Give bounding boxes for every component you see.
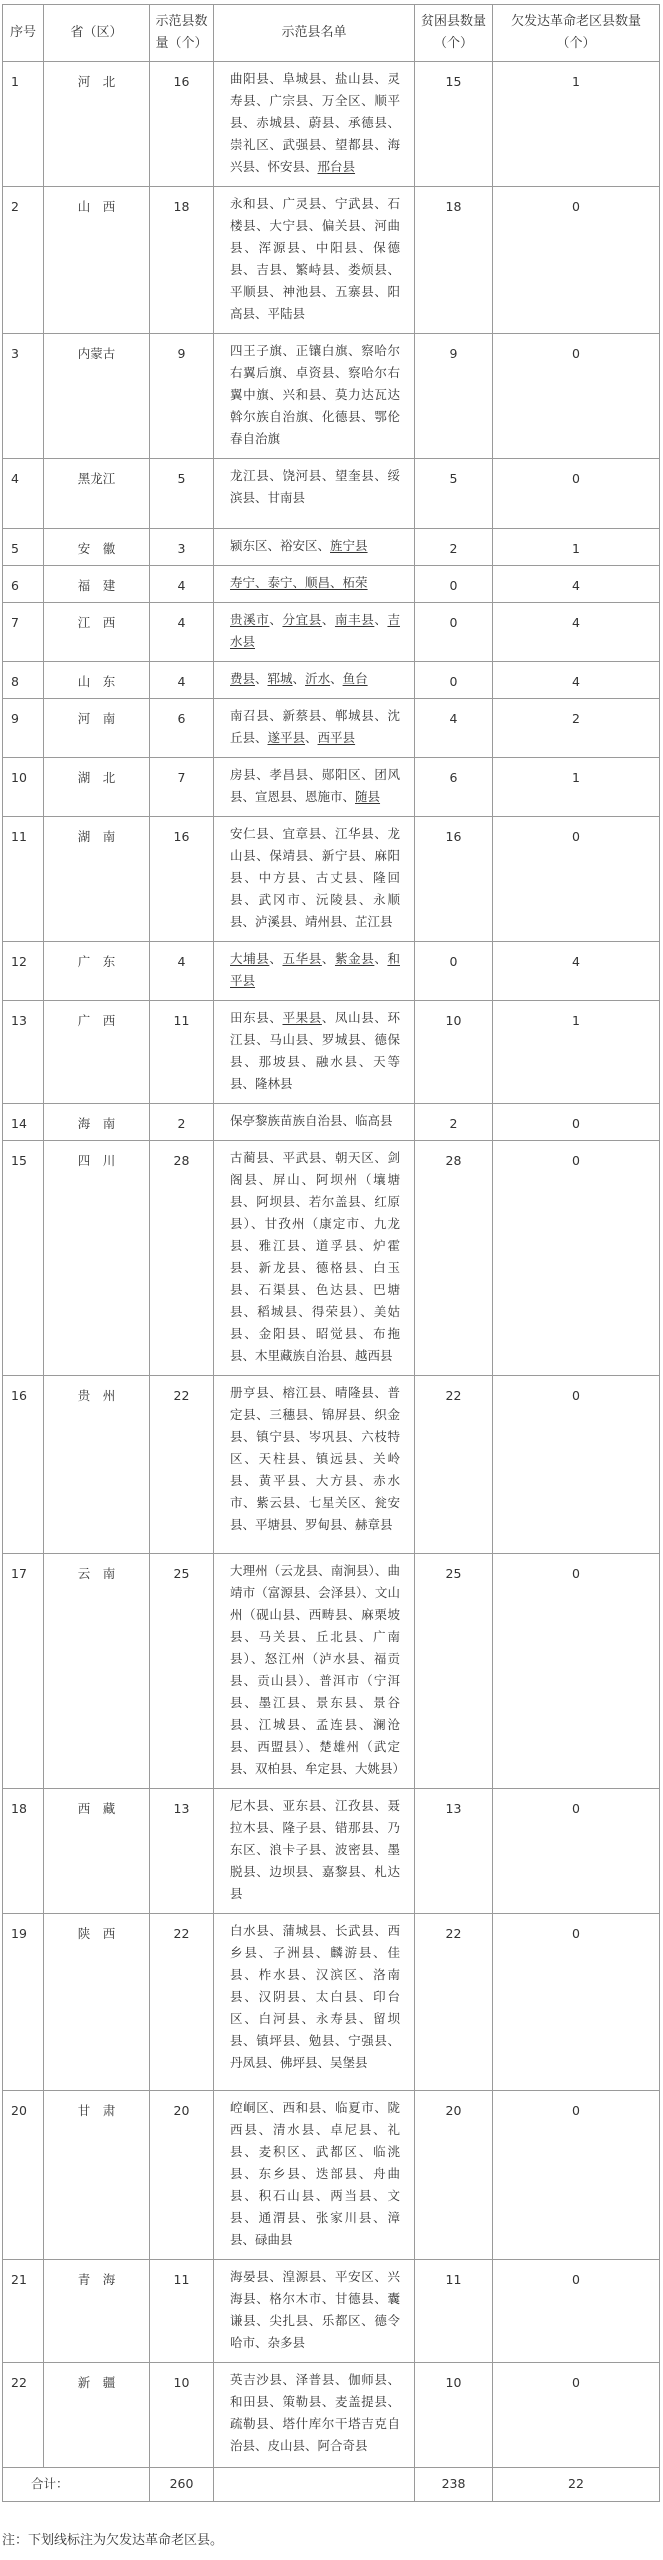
total-label: 合计： — [3, 2468, 150, 2502]
total-old-area-count: 22 — [493, 2468, 660, 2502]
row-province: 西 藏 — [44, 1789, 150, 1914]
row-poor-count: 0 — [415, 942, 493, 1001]
row-no: 9 — [3, 699, 44, 758]
row-old-area-count: 0 — [493, 1554, 660, 1789]
row-county-names — [214, 1141, 415, 1376]
county-name-text: 安仁县、宜章县、江华县、龙山县、保靖县、新宁县、麻阳县、中方县、古丈县、隆回县、武冈市、沅陵县、永顺县、泸溪县、靖州县、芷江县 — [230, 826, 400, 929]
county-name-text: 古蔺县、平武县、朝天区、剑阁县、屏山、阿坝州（壤塘县、阿坝县、若尔盖县、红原县）、甘孜州（康定市、九龙县、雅江县、道孚县、炉霍县、新龙县、德格县、白玉县、石渠县、色达县、巴塘县、稻城县、得荣县）、美姑县、金阳县、昭觉县、布拖县、木里藏族自治县、越西县 — [230, 1150, 400, 1363]
county-name-text: 、 — [374, 612, 388, 627]
row-province: 湖 北 — [44, 758, 150, 817]
row-province: 山 东 — [44, 662, 150, 699]
row-poor-count: 22 — [415, 1914, 493, 2091]
county-name-text: 册亨县、榕江县、晴隆县、普定县、三穗县、锦屏县、织金县、镇宁县、岑巩县、六枝特区、天柱县、镇远县、关岭县、黄平县、大方县、赤水市、紫云县、七星关区、瓮安县、平塘县、罗甸县、赫章县 — [230, 1385, 400, 1532]
row-demo-count: 11 — [150, 1001, 214, 1104]
row-old-area-count: 0 — [493, 2091, 660, 2260]
row-demo-count: 4 — [150, 603, 214, 662]
county-name-text: 、凤山县、环江县、马山县、罗城县、德保县、那坡县、融水县、天等县、隆林县 — [230, 1010, 400, 1091]
old-area-county-name: 贵溪市 — [230, 612, 270, 627]
row-old-area-count: 0 — [493, 1789, 660, 1914]
row-county-names — [214, 942, 415, 1001]
table-row — [3, 817, 660, 942]
row-no: 12 — [3, 942, 44, 1001]
row-poor-count: 9 — [415, 334, 493, 459]
row-county-names — [214, 1001, 415, 1104]
row-poor-count: 15 — [415, 62, 493, 187]
county-name-text: 南召县、新蔡县、郸城县、沈丘县、 — [230, 708, 400, 745]
county-name-text: 海晏县、湟源县、平安区、兴海县、格尔木市、甘德县、囊谦县、尖扎县、乐都区、德令哈市、杂多县 — [230, 2269, 400, 2350]
table-row — [3, 758, 660, 817]
table-row — [3, 2091, 660, 2260]
row-no: 21 — [3, 2260, 44, 2363]
row-no: 20 — [3, 2091, 44, 2260]
row-demo-count: 7 — [150, 758, 214, 817]
old-area-county-name: 鱼台 — [342, 671, 368, 686]
row-no: 6 — [3, 566, 44, 603]
header-demo-count: 示范县数量（个） — [150, 5, 214, 62]
row-province: 新 疆 — [44, 2363, 150, 2468]
row-province: 福 建 — [44, 566, 150, 603]
old-area-county-name: 沂水 — [305, 671, 331, 686]
old-area-county-name: 和平县 — [230, 951, 400, 988]
row-demo-count: 2 — [150, 1104, 214, 1141]
header-no: 序号 — [3, 5, 44, 62]
county-name-text: 尼木县、亚东县、江孜县、聂拉木县、隆子县、错那县、乃东区、浪卡子县、波密县、墨脱县、边坝县、嘉黎县、札达县 — [230, 1798, 400, 1901]
row-old-area-count: 0 — [493, 1914, 660, 2091]
row-old-area-count: 0 — [493, 2260, 660, 2363]
footnote: 注：下划线标注为欠发达革命老区县。 — [2, 2533, 224, 2548]
row-old-area-count: 0 — [493, 1104, 660, 1141]
old-area-county-name: 遂平县 — [267, 730, 306, 745]
county-name-text: 、 — [269, 951, 283, 966]
row-county-names — [214, 699, 415, 758]
row-old-area-count: 4 — [493, 662, 660, 699]
county-name-text: 、 — [330, 671, 343, 686]
row-old-area-count: 0 — [493, 1141, 660, 1376]
table-row — [3, 2363, 660, 2468]
row-old-area-count: 0 — [493, 334, 660, 459]
row-county-names — [214, 1554, 415, 1789]
old-area-county-name: 顺昌、 — [305, 575, 343, 590]
row-province: 黑龙江 — [44, 459, 150, 529]
table-row — [3, 662, 660, 699]
row-province: 河 南 — [44, 699, 150, 758]
demo-county-table — [2, 4, 660, 2502]
row-county-names — [214, 2363, 415, 2468]
table-row — [3, 699, 660, 758]
row-old-area-count: 4 — [493, 603, 660, 662]
row-no: 17 — [3, 1554, 44, 1789]
county-name-text: 四王子旗、正镶白旗、察哈尔右翼后旗、卓资县、察哈尔右翼中旗、兴和县、莫力达瓦达斡尔族自治旗、化德县、鄂伦春自治旗 — [230, 343, 400, 446]
row-no: 14 — [3, 1104, 44, 1141]
row-county-names — [214, 62, 415, 187]
row-province: 云 南 — [44, 1554, 150, 1789]
row-county-names — [214, 1914, 415, 2091]
total-names-empty — [214, 2468, 415, 2502]
county-name-text: 、 — [321, 612, 335, 627]
row-province: 四 川 — [44, 1141, 150, 1376]
row-province: 青 海 — [44, 2260, 150, 2363]
table-row — [3, 1789, 660, 1914]
total-poor-count: 238 — [415, 2468, 493, 2502]
row-province: 湖 南 — [44, 817, 150, 942]
county-name-text: 、 — [374, 951, 388, 966]
row-no: 18 — [3, 1789, 44, 1914]
table-row — [3, 942, 660, 1001]
old-area-county-name: 紫金县 — [334, 951, 375, 966]
row-demo-count: 4 — [150, 942, 214, 1001]
row-no: 1 — [3, 62, 44, 187]
row-county-names — [214, 2091, 415, 2260]
table-row — [3, 459, 660, 529]
row-county-names — [214, 662, 415, 699]
county-name-text: 保亭黎族苗族自治县、临高县 — [230, 1113, 393, 1128]
row-county-names — [214, 529, 415, 566]
row-no: 15 — [3, 1141, 44, 1376]
table-row — [3, 1141, 660, 1376]
row-no: 7 — [3, 603, 44, 662]
county-name-text: 、 — [269, 612, 283, 627]
table-row — [3, 1001, 660, 1104]
row-old-area-count: 0 — [493, 817, 660, 942]
county-name-text: 颍东区、裕安区、 — [230, 538, 331, 553]
row-province: 江 西 — [44, 603, 150, 662]
table-row — [3, 566, 660, 603]
row-poor-count: 6 — [415, 758, 493, 817]
row-poor-count: 5 — [415, 459, 493, 529]
row-county-names — [214, 758, 415, 817]
old-area-county-name: 平果县 — [282, 1010, 322, 1025]
row-no: 16 — [3, 1376, 44, 1554]
old-area-county-name: 随县 — [355, 789, 381, 804]
row-poor-count: 2 — [415, 529, 493, 566]
county-name-text: 、 — [305, 730, 318, 745]
row-poor-count: 22 — [415, 1376, 493, 1554]
row-poor-count: 20 — [415, 2091, 493, 2260]
row-poor-count: 18 — [415, 187, 493, 334]
row-province: 广 西 — [44, 1001, 150, 1104]
old-area-county-name: 西平县 — [317, 730, 356, 745]
row-old-area-count: 0 — [493, 459, 660, 529]
old-area-county-name: 五华县 — [282, 951, 322, 966]
county-name-text: 田东县、 — [230, 1010, 283, 1025]
row-demo-count: 4 — [150, 566, 214, 603]
county-name-text: 龙江县、饶河县、望奎县、绥滨县、甘南县 — [230, 468, 400, 505]
county-name-text: 白水县、蒲城县、长武县、西乡县、子洲县、麟游县、佳县、柞水县、汉滨区、洛南县、汉阴县、太白县、印台区、白河县、永寿县、留坝县、镇坪县、勉县、宁强县、丹凤县、佛坪县、吴堡县 — [230, 1923, 400, 2070]
row-demo-count: 22 — [150, 1376, 214, 1554]
row-province: 广 东 — [44, 942, 150, 1001]
row-county-names — [214, 817, 415, 942]
county-name-text: 大理州（云龙县、南涧县）、曲靖市（富源县、会泽县）、文山州（砚山县、西畴县、麻栗坡县、马关县、丘北县、广南县）、怒江州（泸水县、福贡县、贡山县）、普洱市（宁洱县、墨江县、景东县、景谷县、江城县、孟连县、澜沧县、西盟县）、楚雄州（武定县、双柏县、牟定县、大姚县） — [230, 1563, 406, 1776]
table-row — [3, 1914, 660, 2091]
row-province: 贵 州 — [44, 1376, 150, 1554]
row-demo-count: 22 — [150, 1914, 214, 2091]
old-area-county-name: 旌宁县 — [330, 538, 368, 553]
row-old-area-count: 0 — [493, 2363, 660, 2468]
table-row — [3, 529, 660, 566]
county-name-text: 、 — [292, 671, 306, 686]
row-poor-count: 25 — [415, 1554, 493, 1789]
old-area-county-name: 费县 — [230, 671, 256, 686]
row-demo-count: 9 — [150, 334, 214, 459]
row-old-area-count: 1 — [493, 758, 660, 817]
county-name-text: 曲阳县、阜城县、盐山县、灵寿县、广宗县、万全区、顺平县、赤城县、蔚县、承德县、崇礼区、武强县、望都县、海兴县、怀安县、 — [230, 71, 400, 174]
row-demo-count: 4 — [150, 662, 214, 699]
row-no: 19 — [3, 1914, 44, 2091]
row-poor-count: 0 — [415, 566, 493, 603]
row-demo-count: 6 — [150, 699, 214, 758]
row-no: 10 — [3, 758, 44, 817]
row-old-area-count: 1 — [493, 1001, 660, 1104]
old-area-county-name: 吉水县 — [230, 612, 400, 649]
row-county-names — [214, 2260, 415, 2363]
row-no: 22 — [3, 2363, 44, 2468]
header-old-area-count: 欠发达革命老区县数量（个） — [493, 5, 660, 62]
table-row — [3, 1554, 660, 1789]
row-province: 海 南 — [44, 1104, 150, 1141]
row-no: 11 — [3, 817, 44, 942]
county-name-text: 崆峒区、西和县、临夏市、陇西县、清水县、卓尼县、礼县、麦积区、武都区、临洮县、东乡县、迭部县、舟曲县、积石山县、两当县、文县、通渭县、张家川县、漳县、碌曲县 — [230, 2100, 400, 2247]
table-row — [3, 1104, 660, 1141]
row-no: 4 — [3, 459, 44, 529]
row-province: 安 徽 — [44, 529, 150, 566]
row-poor-count: 11 — [415, 2260, 493, 2363]
row-old-area-count: 2 — [493, 699, 660, 758]
total-demo-count: 260 — [150, 2468, 214, 2502]
header-province: 省（区） — [44, 5, 150, 62]
old-area-county-name: 柘荣 — [342, 575, 368, 590]
row-old-area-count: 4 — [493, 942, 660, 1001]
row-demo-count: 25 — [150, 1554, 214, 1789]
row-county-names — [214, 334, 415, 459]
row-demo-count: 18 — [150, 187, 214, 334]
county-name-text: 永和县、广灵县、宁武县、石楼县、大宁县、偏关县、河曲县、浑源县、中阳县、保德县、吉县、繁峙县、娄烦县、平顺县、神池县、五寨县、阳高县、平陆县 — [230, 196, 400, 321]
row-poor-count: 2 — [415, 1104, 493, 1141]
row-poor-count: 10 — [415, 2363, 493, 2468]
old-area-county-name: 寿宁、 — [230, 575, 268, 590]
row-demo-count: 11 — [150, 2260, 214, 2363]
row-province: 河 北 — [44, 62, 150, 187]
row-demo-count: 3 — [150, 529, 214, 566]
county-name-text: 英吉沙县、泽普县、伽师县、和田县、策勒县、麦盖提县、疏勒县、塔什库尔干塔吉克自治县、皮山县、阿合奇县 — [230, 2372, 400, 2453]
row-county-names — [214, 459, 415, 529]
row-no: 13 — [3, 1001, 44, 1104]
row-no: 3 — [3, 334, 44, 459]
row-old-area-count: 1 — [493, 529, 660, 566]
row-old-area-count: 0 — [493, 187, 660, 334]
old-area-county-name: 南丰县 — [334, 612, 375, 627]
header-row — [3, 5, 660, 62]
row-no: 5 — [3, 529, 44, 566]
header-demo-list: 示范县名单 — [214, 5, 415, 62]
county-name-text: 、 — [255, 671, 268, 686]
row-county-names — [214, 1376, 415, 1554]
row-poor-count: 10 — [415, 1001, 493, 1104]
row-county-names — [214, 1789, 415, 1914]
row-county-names — [214, 566, 415, 603]
row-province: 陕 西 — [44, 1914, 150, 2091]
old-area-county-name: 郓城 — [267, 671, 293, 686]
table-row — [3, 1376, 660, 1554]
row-demo-count: 16 — [150, 817, 214, 942]
row-demo-count: 5 — [150, 459, 214, 529]
row-demo-count: 10 — [150, 2363, 214, 2468]
table-row — [3, 334, 660, 459]
row-poor-count: 0 — [415, 662, 493, 699]
county-name-text: 房县、孝昌县、郧阳区、团风县、宣恩县、恩施市、 — [230, 767, 400, 804]
row-poor-count: 4 — [415, 699, 493, 758]
row-demo-count: 13 — [150, 1789, 214, 1914]
row-old-area-count: 1 — [493, 62, 660, 187]
row-province: 内蒙古 — [44, 334, 150, 459]
old-area-county-name: 大埔县 — [230, 951, 270, 966]
county-name-text: 、 — [321, 951, 335, 966]
row-poor-count: 16 — [415, 817, 493, 942]
row-demo-count: 16 — [150, 62, 214, 187]
row-county-names — [214, 1104, 415, 1141]
row-county-names — [214, 187, 415, 334]
table-row — [3, 2260, 660, 2363]
row-demo-count: 20 — [150, 2091, 214, 2260]
table-row — [3, 603, 660, 662]
row-county-names — [214, 603, 415, 662]
row-old-area-count: 4 — [493, 566, 660, 603]
row-poor-count: 13 — [415, 1789, 493, 1914]
row-poor-count: 28 — [415, 1141, 493, 1376]
total-row — [3, 2468, 660, 2502]
old-area-county-name: 分宜县 — [282, 612, 322, 627]
row-old-area-count: 0 — [493, 1376, 660, 1554]
header-poor-count: 贫困县数量（个） — [415, 5, 493, 62]
row-province: 山 西 — [44, 187, 150, 334]
table-row — [3, 187, 660, 334]
row-poor-count: 0 — [415, 603, 493, 662]
old-area-county-name: 泰宁、 — [267, 575, 306, 590]
old-area-county-name: 邢台县 — [317, 159, 356, 174]
row-no: 8 — [3, 662, 44, 699]
row-province: 甘 肃 — [44, 2091, 150, 2260]
row-demo-count: 28 — [150, 1141, 214, 1376]
table-row — [3, 62, 660, 187]
row-no: 2 — [3, 187, 44, 334]
